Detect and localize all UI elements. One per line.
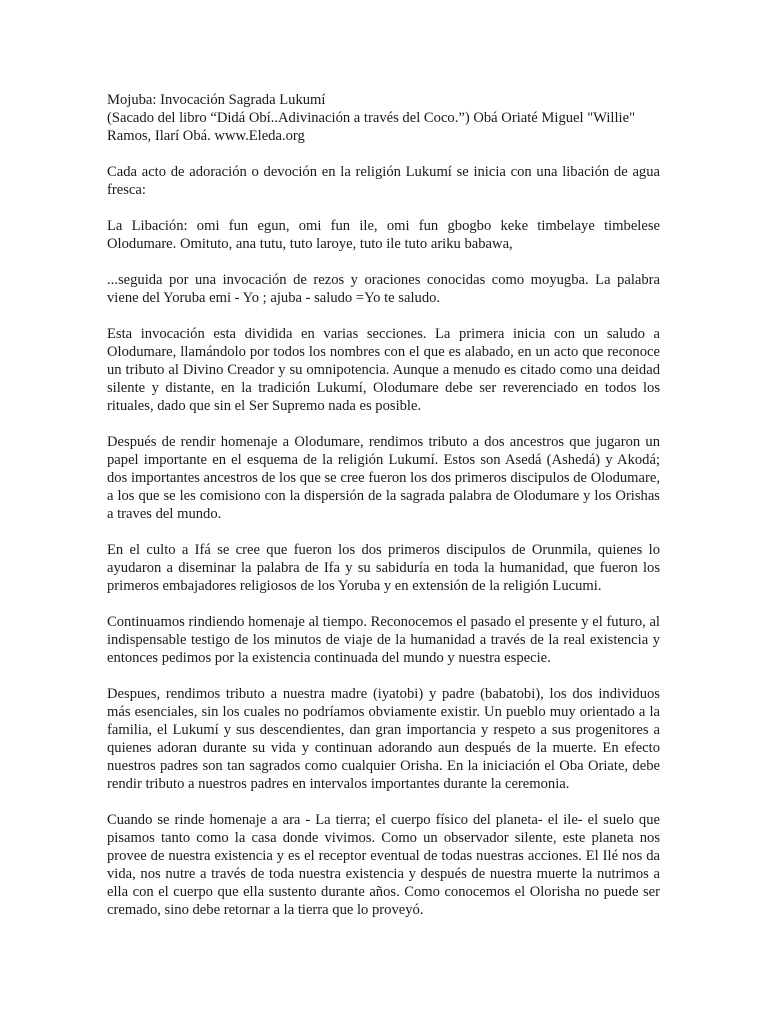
paragraph: La Libación: omi fun egun, omi fun ile, omi fun gbogbo keke timbelaye timbelese Olodumare. Omituto, ana tutu, tuto laroye, tuto ile tuto ariku babawa,: [107, 218, 660, 252]
paragraph: Cada acto de adoración o devoción en la religión Lukumí se inicia con una libación de agua fresca:: [107, 164, 660, 198]
document-title: Mojuba: Invocación Sagrada Lukumí: [107, 92, 326, 108]
document-page: [107, 91, 660, 937]
paragraph: ...seguida por una invocación de rezos y oraciones conocidas como moyugba. La palabra viene del Yoruba emi - Yo ; ajuba - saludo =Yo te saludo.: [107, 272, 660, 306]
paragraph: Después de rendir homenaje a Olodumare, rendimos tributo a dos ancestros que jugaron un papel importante en el esquema de la religión Lukumí. Estos son Asedá (Ashedá) y Akodá; dos importantes ancestros de los que se cree fueron los dos primeros discipulos de Olodumare, a los que se les comisiono con la dispersión de la sagrada palabra de Olodumare y los Orishas a traves del mundo.: [107, 434, 660, 522]
paragraph: Continuamos rindiendo homenaje al tiempo. Reconocemos el pasado el presente y el futuro, al indispensable testigo de los minutos de viaje de la humanidad a través de la real existencia y entonces pedimos por la existencia continuada del mundo y nuestra especie.: [107, 614, 660, 666]
paragraph: Despues, rendimos tributo a nuestra madre (iyatobi) y padre (babatobi), los dos individuos más esenciales, sin los cuales no podríamos obviamente existir. Un pueblo muy orientado a la familia, el Lukumí y sus descendientes, dan gran importancia y respeto a sus progenitores a quienes adoran durante su vida y continuan adorando aun después de la muerte. En efecto nuestros padres son tan sagrados como cualquier Orisha. En la iniciación el Oba Oriate, debe rendir tributo a nuestros padres en intervalos importantes durante la ceremonia.: [107, 686, 660, 792]
document-source: (Sacado del libro “Didá Obí..Adivinación a través del Coco.”) Obá Oriaté Miguel "Willie" Ramos, Ilarí Obá. www.Eleda.org: [107, 110, 636, 144]
document-header: [107, 91, 660, 145]
paragraph: En el culto a Ifá se cree que fueron los dos primeros discipulos de Orunmila, quienes lo ayudaron a diseminar la palabra de Ifa y su sabiduría en toda la humanidad, que fueron los primeros embajadores religiosos de los Yoruba y en extensión de la religión Lucumi.: [107, 542, 660, 594]
paragraph: Esta invocación esta dividida en varias secciones. La primera inicia con un saludo a Olodumare, llamándolo por todos los nombres con el que es alabado, en un acto que reconoce un tributo al Divino Creador y su omnipotencia. Aunque a menudo es citado como una deidad silente y distante, en la tradición Lukumí, Olodumare debe ser reverenciado en todos los rituales, dado que sin el Ser Supremo nada es posible.: [107, 326, 660, 414]
paragraph: Cuando se rinde homenaje a ara - La tierra; el cuerpo físico del planeta- el ile- el suelo que pisamos tanto como la casa donde vivimos. Como un observador silente, este planeta nos provee de nuestra existencia y es el receptor eventual de todas nuestras acciones. El Ilé nos da vida, nos nutre a través de toda nuestra existencia y después de nuestra muerte la nutrimos a ella con el cuerpo que ella sustento durante años. Como conocemos el Olorisha no puede ser cremado, sino debe retornar a la tierra que lo proveyó.: [107, 812, 660, 918]
